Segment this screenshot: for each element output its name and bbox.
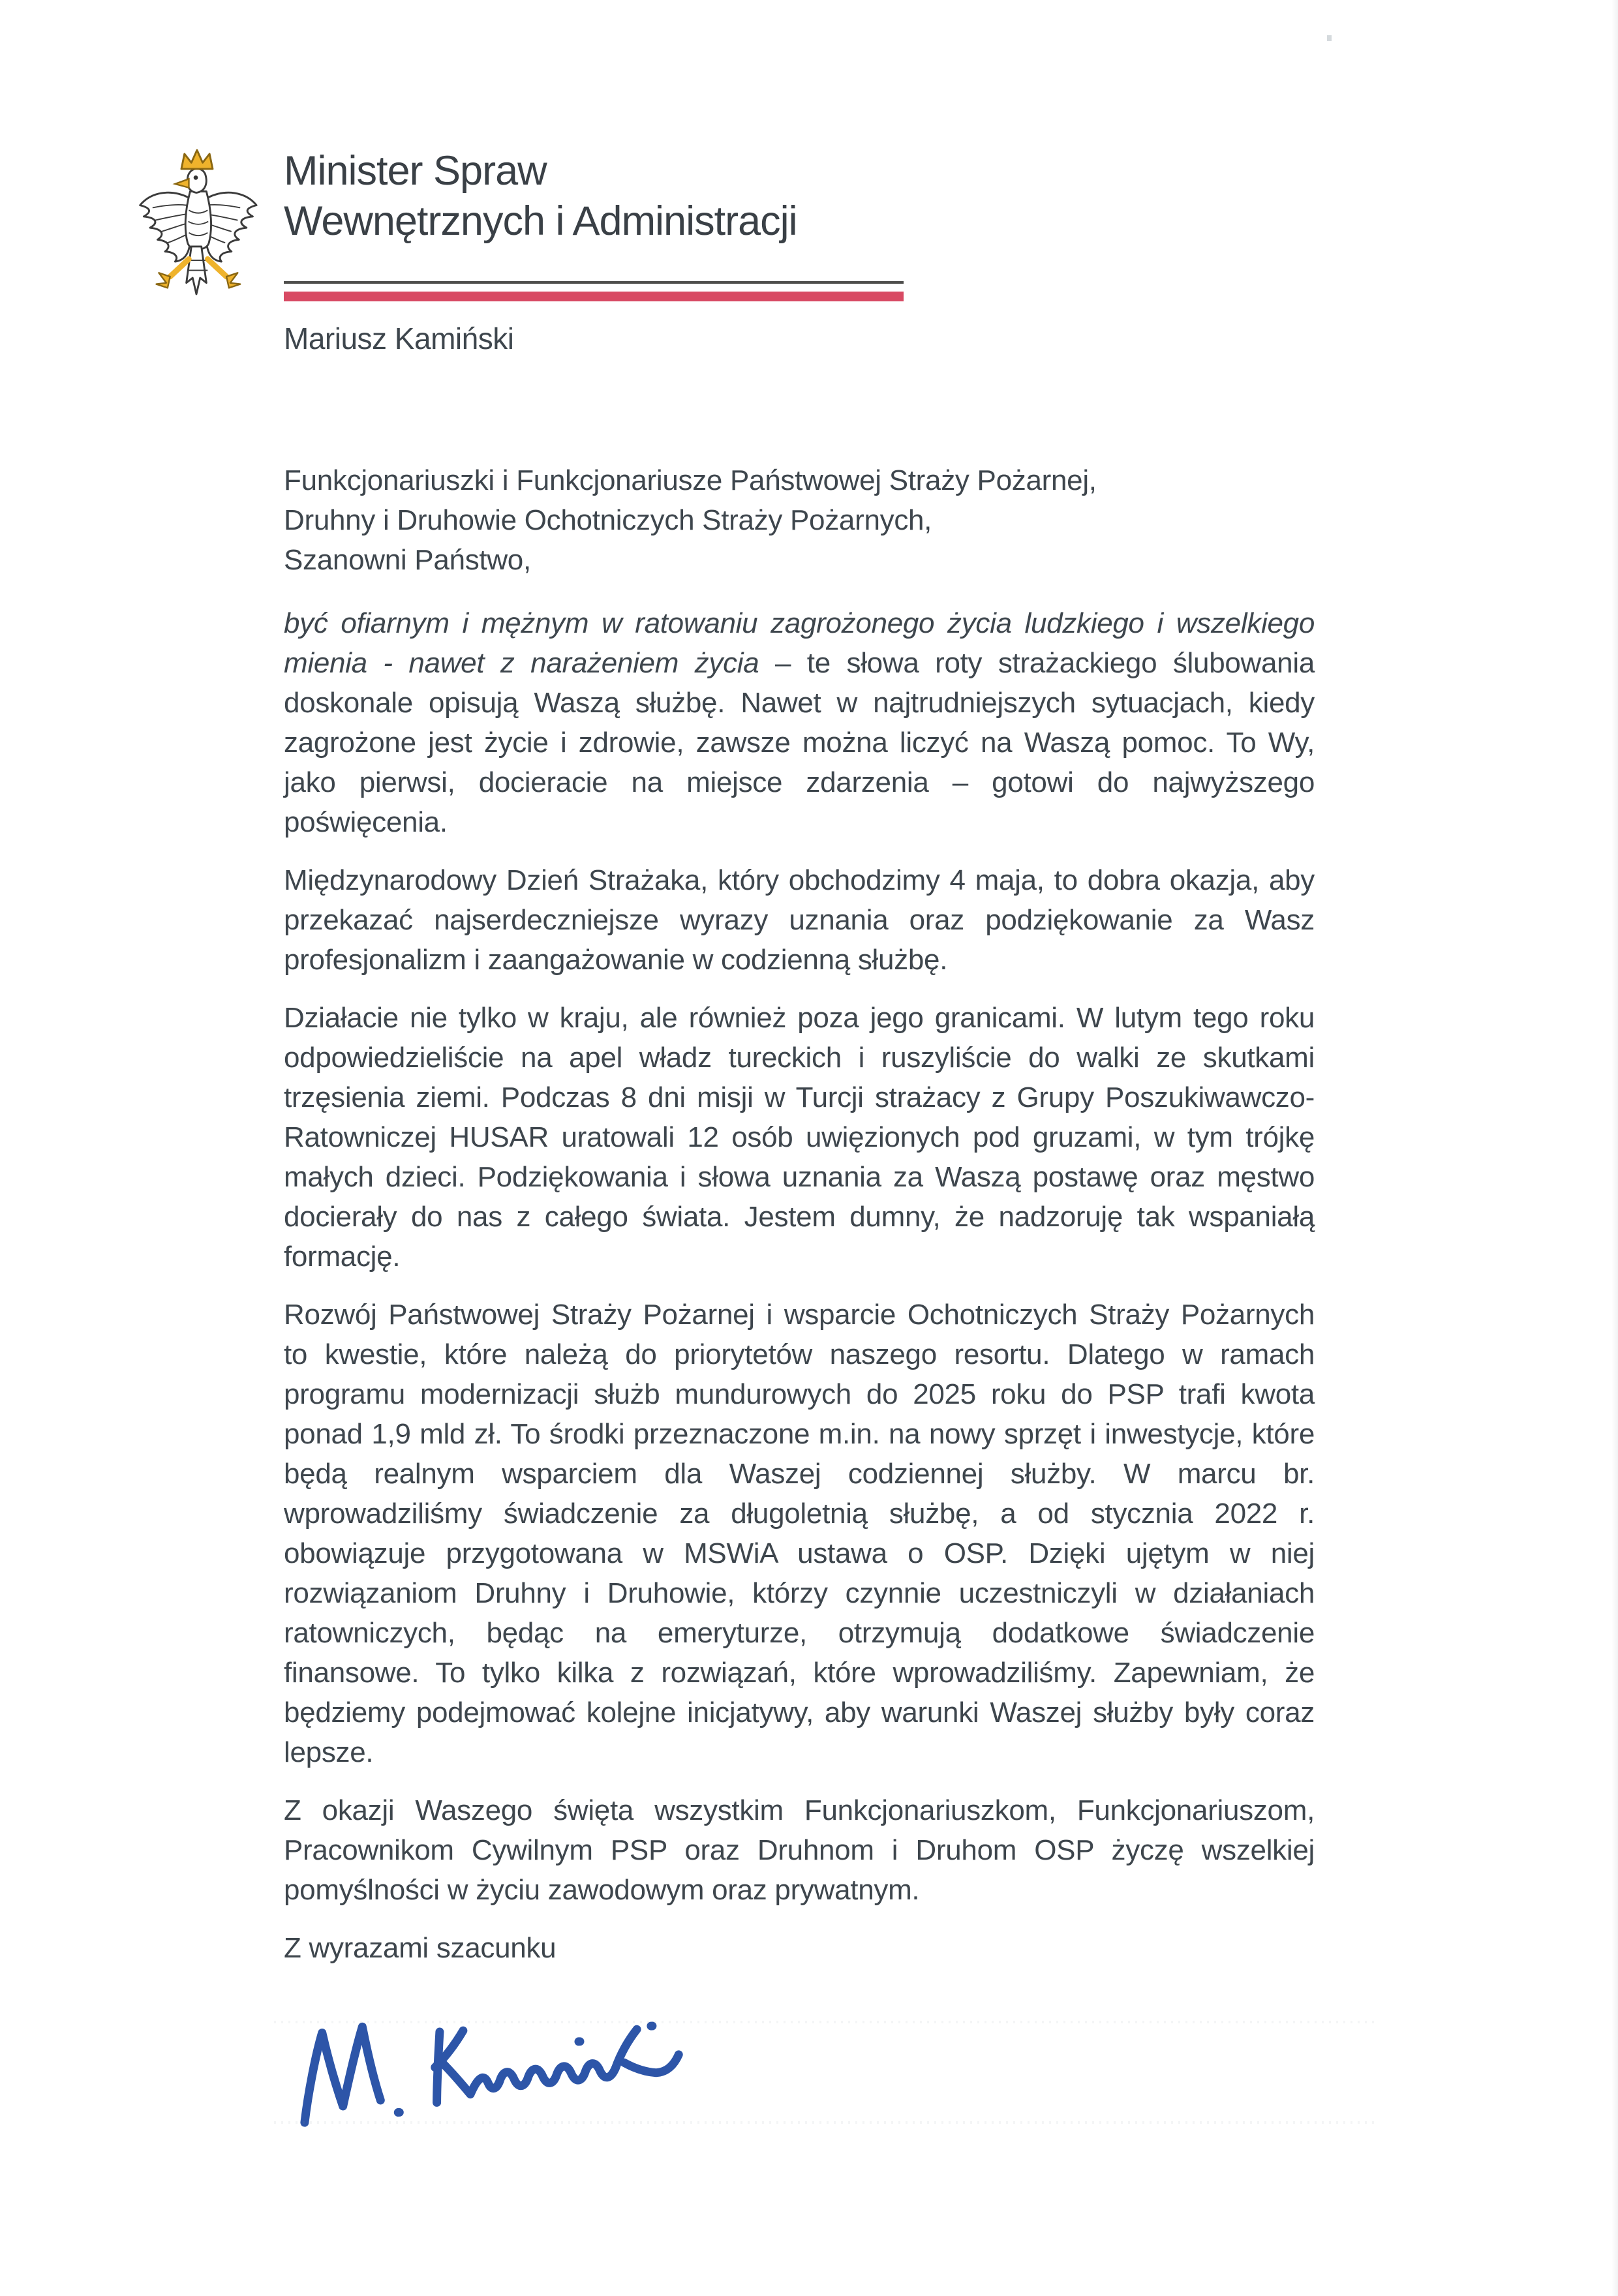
scan-speck xyxy=(1327,35,1332,41)
office-title-line2: Wewnętrznych i Administracji xyxy=(284,198,797,244)
paragraph-turkey-mission: Działacie nie tylko w kraju, ale również poza jego granicami. W lutym tego roku odpowiedzieliście na apel władz tureckich i ruszyliście do walki ze skutkami trzęsienia ziemi. Podczas 8 dni misji w Turcji strażacy z Grupy Poszukiwawczo-Ratowniczej HUSAR uratowali 12 osób uwięzionych pod gruzami, w tym trójkę małych dzieci. Podziękowania i słowa uznania za Waszą postawę oraz męstwo docierały do nas z całego świata. Jestem dumny, że nadzoruję tak wspaniałą formację. xyxy=(284,1002,1315,1273)
oath-quote-italic: być ofiarnym i mężnym w ratowaniu zagrożonego życia ludzkiego i wszelkiego mienia - nawet z narażeniem życia xyxy=(284,607,1315,679)
scan-noise-band xyxy=(274,2121,1377,2124)
letter-body xyxy=(284,461,1315,2130)
handwritten-signature xyxy=(288,1990,744,2130)
minister-name: Mariusz Kamiński xyxy=(284,322,514,355)
paragraph-wishes: Z okazji Waszego święta wszystkim Funkcjonariuszkom, Funkcjonariuszom, Pracownikom Cywilnym PSP oraz Druhnom i Druhom OSP życzę wszelkiej pomyślności w życiu zawodowym oraz prywatnym. xyxy=(284,1794,1315,1906)
salutation-line: Funkcjonariuszki i Funkcjonariusze Państwowej Straży Pożarnej, xyxy=(284,464,1097,496)
eagle-eye xyxy=(194,175,198,180)
flag-rule-gray xyxy=(284,281,904,284)
eagle-beak xyxy=(175,179,189,187)
salutation-line: Szanowni Państwo, xyxy=(284,544,531,576)
closing-phrase: Z wyrazami szacunku xyxy=(284,1932,557,1964)
office-title xyxy=(284,146,797,247)
flag-stripe-red xyxy=(284,292,904,301)
salutation-block xyxy=(284,461,1315,580)
paragraph-oath xyxy=(284,603,1315,842)
paragraph-modernization: Rozwój Państwowej Straży Pożarnej i wsparcie Ochotniczych Straży Pożarnych to kwestie, które należą do priorytetów naszego resortu. Dlatego w ramach programu modernizacji służb mundurowych do 2025 roku do PSP trafi kwota ponad 1,9 mld zł. To środki przeznaczone m.in. na nowy sprzęt i inwestycje, które będą realnym wsparciem dla Waszej codziennej służby. W marcu br. wprowadziliśmy świadczenie za długoletnią służbę, a od stycznia 2022 r. obowiązuje przygotowana w MSWiA ustawa o OSP. Dzięki ujętym w niej rozwiązaniom Druhny i Druhowie, którzy czynnie uczestniczyli w działaniach ratowniczych, będąc na emeryturze, otrzymują dodatkowe świadczenie finansowe. To tylko kilka z rozwiązań, które wprowadziliśmy. Zapewniam, że będziemy podejmować kolejne inicjatywy, aby warunki Waszej służby były coraz lepsze. xyxy=(284,1299,1315,1768)
scan-noise-band xyxy=(274,2021,1377,2023)
paragraph-firefighters-day: Międzynarodowy Dzień Strażaka, który obchodzimy 4 maja, to dobra okazja, aby przekazać najserdeczniejsze wyrazy uznania oraz podziękowanie za Wasz profesjonalizm i zaangażowanie w codzienną służbę. xyxy=(284,864,1315,976)
salutation-line: Druhny i Druhowie Ochotniczych Straży Pożarnych, xyxy=(284,504,932,536)
polish-eagle-emblem-icon xyxy=(134,147,259,314)
oath-paragraph-rest: – te słowa roty strażackiego ślubowania doskonale opisują Waszą służbę. Nawet w najtrudniejszych sytuacjach, kiedy zagrożone jest życie i zdrowie, zawsze można liczyć na Waszą pomoc. To Wy, jako pierwsi, docieracie na miejsce zdarzenia – gotowi do najwyższego poświęcenia. xyxy=(284,647,1315,838)
eagle-crown xyxy=(181,150,213,169)
office-title-line1: Minister Spraw xyxy=(284,148,547,194)
